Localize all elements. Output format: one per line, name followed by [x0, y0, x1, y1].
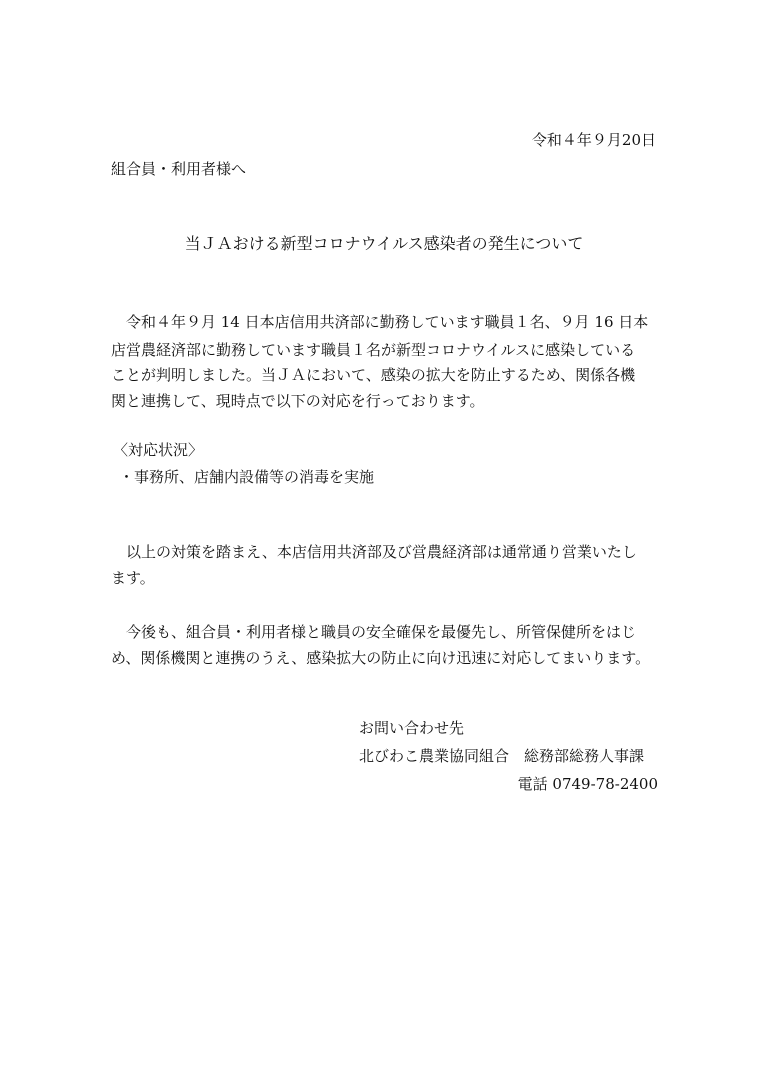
section-heading: 〈対応状況〉	[113, 441, 204, 459]
contact-organization: 北びわこ農業協同組合 総務部総務人事課	[359, 747, 645, 765]
paragraph-line: 以上の対策を踏まえ、本店信用共済部及び営農経済部は通常通り営業いたし	[126, 543, 637, 561]
paragraph-line: め、関係機関と連携のうえ、感染拡大の防止に向け迅速に対応してまいります。	[111, 649, 651, 667]
paragraph-line: 今後も、組合員・利用者様と職員の安全確保を最優先し、所管保健所をはじ	[126, 623, 637, 641]
paragraph-line: ことが判明しました。当ＪＡにおいて、感染の拡大を防止するため、関係各機	[111, 366, 636, 384]
document-date: 令和４年９月20日	[531, 131, 656, 149]
document-title: 当ＪＡおける新型コロナウイルス感染者の発生について	[184, 234, 584, 253]
bullet-item: ・事務所、店舗内設備等の消毒を実施	[119, 468, 375, 486]
addressee: 組合員・利用者様へ	[111, 160, 247, 178]
paragraph-line: 関と連携して、現時点で以下の対応を行っております。	[111, 392, 485, 410]
contact-heading: お問い合わせ先	[359, 719, 465, 737]
paragraph-line: 店営農経済部に勤務しています職員１名が新型コロナウイルスに感染している	[111, 341, 636, 359]
contact-phone: 電話 0749-78-2400	[517, 775, 658, 793]
paragraph-line: 令和４年９月 14 日本店信用共済部に勤務しています職員１名、９月 16 日本	[126, 313, 649, 331]
paragraph-line: ます。	[111, 569, 155, 587]
